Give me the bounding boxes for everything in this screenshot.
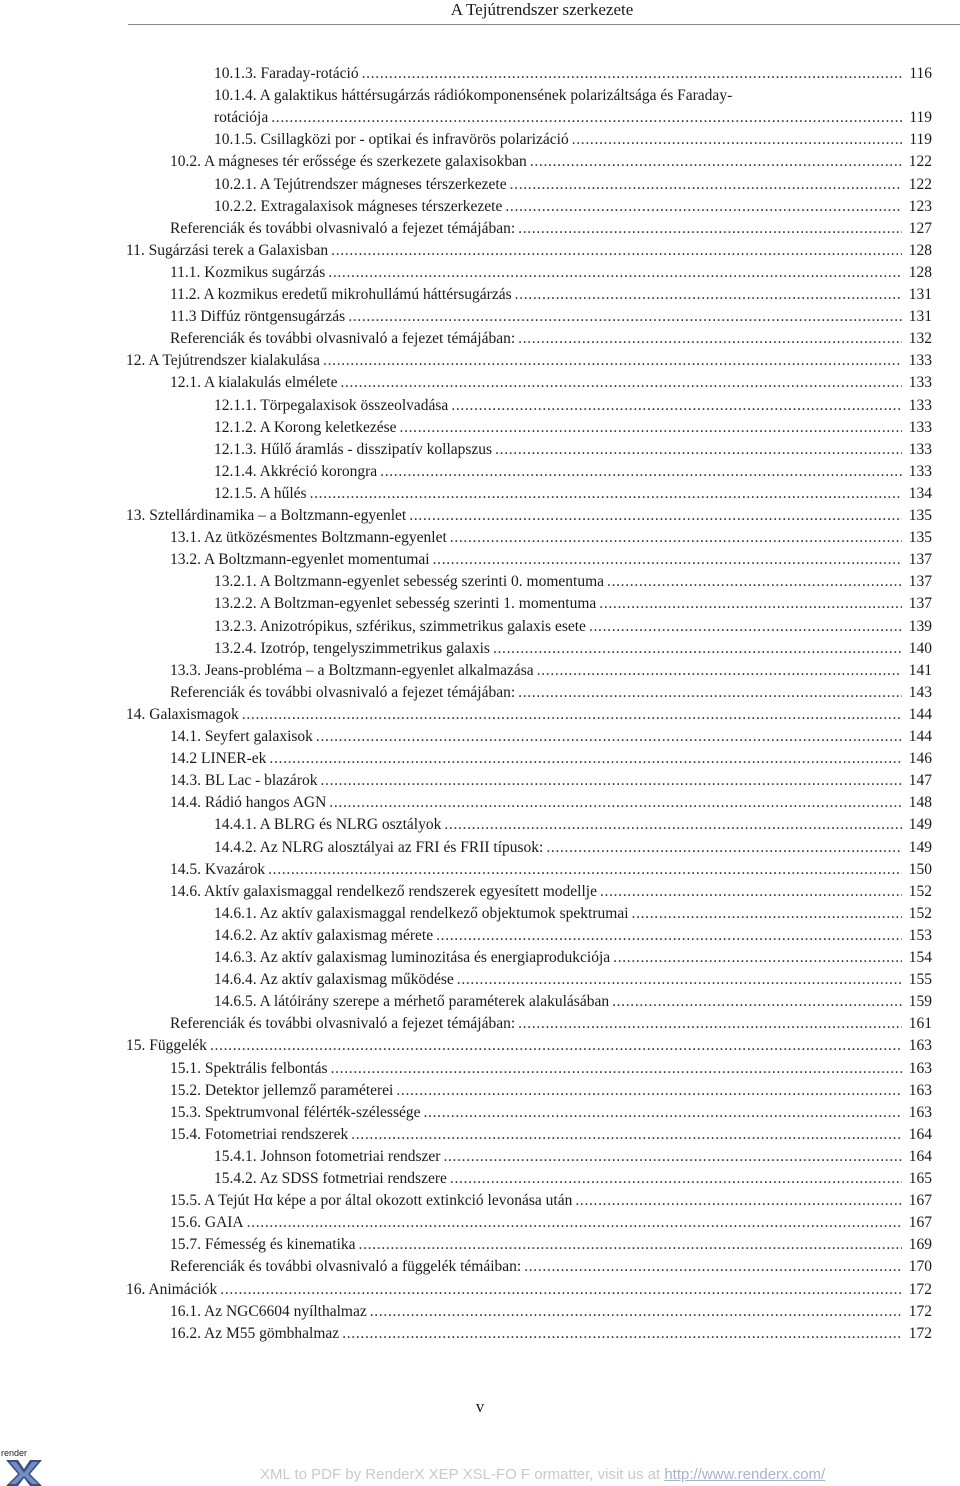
toc-dot-leader: [518, 218, 902, 240]
toc-entry-label: Referenciák és további olvasnivaló a fejezet témájában:: [170, 219, 516, 237]
toc-entry-label: Referenciák és további olvasnivaló a fejezet témájában:: [170, 683, 516, 701]
toc-dot-leader: [310, 483, 902, 505]
toc-entry-page: 141: [908, 661, 932, 679]
toc-dot-leader: [242, 704, 902, 726]
toc-dot-leader: [450, 1168, 902, 1190]
toc-dot-leader: [589, 616, 902, 638]
toc-dot-leader: [424, 1102, 903, 1124]
toc-dot-leader: [599, 593, 902, 615]
toc-entry[interactable]: [170, 218, 932, 240]
toc-entry-label: 14.5. Kvazárok: [170, 860, 266, 878]
toc-entry-label: 15.5. A Tejút Hα képe a por által okozott extinkció levonása után: [170, 1192, 573, 1210]
toc-entry-label: 14.3. BL Lac - blazárok: [170, 772, 318, 790]
toc-dot-leader: [530, 151, 902, 173]
toc-entry[interactable]: [170, 1301, 932, 1323]
renderx-logo: [0, 1436, 44, 1486]
toc-dot-leader: [612, 991, 902, 1013]
toc-dot-leader: [220, 1279, 902, 1301]
toc-dot-leader: [348, 306, 902, 328]
toc-dot-leader: [331, 240, 902, 262]
toc-entry[interactable]: [170, 770, 932, 792]
toc-entry-page: 128: [908, 263, 932, 281]
toc-entry-label: 16.2. Az M55 gömbhalmaz: [170, 1324, 340, 1342]
toc-entry[interactable]: [126, 240, 932, 262]
toc-dot-leader: [433, 549, 902, 571]
toc-entry-label: 11.2. A kozmikus eredetű mikrohullámú háttérsugárzás: [170, 286, 512, 303]
toc-entry[interactable]: [170, 1058, 932, 1080]
toc-entry-page: 134: [908, 484, 932, 502]
toc-entry-page: 154: [908, 949, 932, 966]
page-folio: v: [475, 1397, 485, 1416]
toc-entry[interactable]: [214, 461, 932, 483]
toc-entry-label: 15. Függelék: [126, 1037, 207, 1055]
toc-entry-label: 14. Galaxismagok: [126, 705, 239, 723]
toc-entry-page: 140: [908, 639, 932, 657]
toc-entry-page: 149: [908, 816, 932, 834]
toc-entry-label: 12.1.3. Hűlő áramlás - disszipatív kollapszus: [214, 440, 493, 458]
footer-link[interactable]: http://www.renderx.com/: [664, 1466, 826, 1483]
toc-entry-label: 13. Sztellárdinamika – a Boltzmann-egyenlet: [126, 507, 407, 524]
toc-entry[interactable]: [214, 174, 932, 196]
toc-dot-leader: [351, 1124, 902, 1146]
toc-entry-page: 135: [908, 529, 932, 547]
toc-entry[interactable]: [170, 1212, 932, 1234]
toc-entry-label: 15.3. Spektrumvonal félérték-szélessége: [170, 1103, 421, 1121]
toc-entry-label: 13.2.4. Izotróp, tengelyszimmetrikus galaxis: [214, 639, 490, 657]
toc-entry[interactable]: [214, 837, 932, 859]
toc-entry-page: 131: [908, 308, 932, 326]
toc-entry[interactable]: [214, 991, 932, 1013]
toc-entry-label: 14.1. Seyfert galaxisok: [170, 728, 313, 745]
toc-entry[interactable]: [214, 63, 932, 85]
toc-entry-page: 152: [908, 904, 932, 922]
toc-entry-page: 133: [908, 462, 932, 480]
toc-dot-leader: [600, 881, 902, 903]
toc-dot-leader: [518, 328, 902, 350]
toc-entry[interactable]: [126, 1279, 932, 1301]
toc-dot-leader: [362, 63, 902, 85]
toc-dot-leader: [370, 1301, 902, 1323]
toc-entry[interactable]: [214, 969, 932, 991]
toc-entry[interactable]: [214, 925, 932, 947]
toc-entry[interactable]: [214, 638, 932, 660]
toc-entry-page: 143: [908, 683, 932, 701]
toc-entry[interactable]: [170, 549, 932, 571]
toc-entry-label: 10.1.3. Faraday-rotáció: [214, 65, 359, 82]
toc-entry[interactable]: [214, 483, 932, 505]
toc-dot-leader: [268, 859, 902, 881]
toc-entry[interactable]: [170, 792, 932, 814]
toc-entry-label: 12. A Tejútrendszer kialakulása: [126, 352, 321, 370]
toc-entry-label: 13.3. Jeans-probléma – a Boltzmann-egyenlet alkalmazása: [170, 661, 534, 679]
toc-entry[interactable]: [126, 350, 932, 372]
toc-entry-label: 16. Animációk: [126, 1280, 218, 1298]
toc-entry[interactable]: [170, 1102, 932, 1124]
toc-entry[interactable]: [170, 748, 932, 770]
toc-dot-leader: [443, 1146, 902, 1168]
toc-dot-leader: [495, 439, 902, 461]
toc-entry-page: 167: [908, 1214, 932, 1232]
toc-dot-leader: [271, 107, 902, 129]
toc-dot-leader: [457, 969, 902, 991]
toc-dot-leader: [269, 748, 902, 770]
toc-entry-label: 15.4.1. Johnson fotometriai rendszer: [214, 1147, 441, 1165]
toc-entry-page: 167: [908, 1192, 932, 1210]
logo-label: render: [1, 1448, 28, 1458]
toc-entry[interactable]: [214, 947, 932, 969]
toc-entry-label: 12.1.4. Akkréció korongra: [214, 462, 378, 480]
toc-dot-leader: [450, 527, 902, 549]
toc-entry[interactable]: [214, 903, 932, 925]
toc-dot-leader: [518, 1013, 902, 1035]
toc-entry-page: 169: [908, 1236, 932, 1254]
toc-entry-page: 163: [908, 1081, 932, 1099]
toc-entry-label: 13.2.1. A Boltzmann-egyenlet sebesség szerinti 0. momentuma: [214, 573, 605, 591]
toc-entry-page: 123: [908, 197, 932, 215]
toc-entry-page: 137: [908, 551, 932, 569]
toc-entry[interactable]: [214, 129, 932, 151]
toc-entry-label: 15.4.2. Az SDSS fotmetriai rendszere: [214, 1170, 447, 1187]
toc-entry[interactable]: [214, 593, 932, 615]
toc-entry-label: 12.1. A kialakulás elmélete: [170, 374, 338, 392]
toc-entry-page: 148: [908, 794, 932, 812]
toc-entry-page: 164: [908, 1125, 932, 1143]
toc-entry-page: 119: [909, 109, 932, 127]
toc-dot-leader: [632, 903, 902, 925]
toc-dot-leader: [493, 638, 902, 660]
toc-entry-label: Referenciák és további olvasnivaló a fejezet témájában:: [170, 330, 516, 348]
toc-entry-page: 135: [908, 507, 932, 524]
toc-entry[interactable]: [170, 881, 932, 903]
toc-entry[interactable]: [126, 505, 932, 527]
toc-entry-page: 161: [908, 1015, 932, 1033]
toc-entry-label: 12.1.5. A hűlés: [214, 484, 307, 502]
toc-entry-wrap-line[interactable]: 10.1.4. A galaktikus háttérsugárzás rádiókomponensének polarizáltsága és Faraday-: [214, 87, 733, 105]
toc-entry[interactable]: [170, 859, 932, 881]
toc-entry-label: rotációja: [214, 109, 269, 127]
toc-entry-label: 13.2.3. Anizotrópikus, szférikus, szimmetrikus galaxis esete: [214, 617, 586, 635]
toc-dot-leader: [505, 196, 902, 218]
toc-entry[interactable]: [126, 1035, 932, 1057]
toc-entry[interactable]: [170, 527, 932, 549]
toc-entry[interactable]: [170, 262, 932, 284]
toc-dot-leader: [396, 1080, 902, 1102]
toc-dot-leader: [328, 262, 902, 284]
toc-entry-page: 170: [908, 1258, 932, 1276]
toc-entry-label: 11.1. Kozmikus sugárzás: [170, 263, 326, 281]
toc-dot-leader: [329, 792, 902, 814]
toc-entry-page: 172: [908, 1302, 932, 1320]
toc-dot-leader: [409, 505, 902, 527]
toc-entry-label: 11.3 Diffúz röntgensugárzás: [170, 308, 346, 326]
toc-entry-label: 11. Sugárzási terek a Galaxisban: [126, 241, 329, 259]
toc-entry-page: 131: [908, 286, 932, 303]
toc-entry[interactable]: [170, 1323, 932, 1345]
toc-dot-leader: [575, 1190, 902, 1212]
toc-entry[interactable]: [170, 1013, 932, 1035]
toc-entry-label: 14.4.2. Az NLRG alosztályai az FRI és FRII típusok:: [214, 838, 544, 856]
logo-x-highlight: [10, 1462, 38, 1484]
toc-entry-page: 137: [908, 595, 932, 613]
toc-entry-page: 153: [908, 926, 932, 944]
toc-entry-page: 139: [908, 617, 932, 635]
toc-entry[interactable]: [170, 682, 932, 704]
toc-entry[interactable]: [214, 1146, 932, 1168]
toc-entry[interactable]: [214, 1168, 932, 1190]
header-rule: [128, 24, 960, 25]
toc-entry-page: 133: [908, 440, 932, 458]
toc-dot-leader: [451, 395, 902, 417]
toc-entry-page: 127: [908, 219, 932, 237]
toc-entry-page: 116: [909, 65, 932, 82]
toc-dot-leader: [436, 925, 902, 947]
toc-dot-leader: [320, 770, 902, 792]
toc-entry-page: 146: [908, 750, 932, 768]
toc-entry-label: 14.6. Aktív galaxismaggal rendelkező rendszerek egyesített modellje: [170, 882, 597, 900]
toc-entry-page: 152: [908, 882, 932, 900]
toc-entry-label: 14.6.5. A látóirány szerepe a mérhető paraméterek alakulásában: [214, 993, 610, 1011]
toc-entry-page: 172: [908, 1324, 932, 1342]
toc-entry-label: 13.2. A Boltzmann-egyenlet momentumai: [170, 551, 430, 569]
toc-entry[interactable]: [214, 196, 932, 218]
toc-entry-page: 128: [908, 241, 932, 259]
toc-entry-label: 10.1.5. Csillagközi por - optikai és infravörös polarizáció: [214, 131, 569, 149]
toc-entry[interactable]: [170, 1190, 932, 1212]
toc-dot-leader: [607, 571, 902, 593]
toc-entry-label: 15.4. Fotometriai rendszerek: [170, 1125, 349, 1143]
toc-entry-label: 15.2. Detektor jellemző paraméterei: [170, 1081, 394, 1099]
toc-dot-leader: [210, 1035, 902, 1057]
toc-entry-label: Referenciák és további olvasnivaló a fejezet témájában:: [170, 1015, 516, 1033]
toc-dot-leader: [400, 417, 902, 439]
running-header-title: A Tejútrendszer szerkezete: [450, 0, 634, 19]
toc-entry[interactable]: [170, 151, 932, 173]
toc-entry[interactable]: [170, 372, 932, 394]
toc-dot-leader: [359, 1234, 902, 1256]
toc-entry[interactable]: [170, 1234, 932, 1256]
toc-entry-page: 132: [908, 330, 932, 348]
toc-entry-page: 119: [909, 131, 932, 149]
toc-dot-leader: [546, 837, 902, 859]
toc-entry-label: 10.2.1. A Tejútrendszer mágneses térszerkezete: [214, 175, 507, 193]
toc-entry-page: 163: [908, 1037, 932, 1055]
toc-dot-leader: [515, 284, 902, 306]
toc-entry-page: 133: [908, 418, 932, 436]
toc-entry[interactable]: [170, 284, 932, 306]
toc-entry-label: 14.6.3. Az aktív galaxismag luminozitása és energiaprodukciója: [214, 949, 611, 966]
toc-dot-leader: [380, 461, 902, 483]
toc-entry-page: 122: [908, 153, 932, 171]
toc-dot-leader: [342, 1323, 902, 1345]
toc-entry-page: 165: [908, 1170, 932, 1187]
toc-entry-label: 15.6. GAIA: [170, 1214, 244, 1232]
toc-entry-label: 15.1. Spektrális felbontás: [170, 1059, 328, 1077]
toc-entry[interactable]: [170, 1256, 932, 1278]
toc-entry[interactable]: [214, 417, 932, 439]
toc-entry-page: 149: [908, 838, 932, 856]
toc-dot-leader: [323, 350, 902, 372]
toc-entry-page: 163: [908, 1059, 932, 1077]
toc-entry-page: 144: [908, 705, 932, 723]
toc-entry-page: 147: [908, 772, 932, 790]
generator-footer: [260, 1466, 825, 1483]
toc-entry-label: 10.2. A mágneses tér erőssége és szerkezete galaxisokban: [170, 153, 527, 171]
toc-dot-leader: [572, 129, 902, 151]
toc-dot-leader: [613, 947, 902, 969]
toc-dot-leader: [331, 1058, 902, 1080]
running-header: [0, 0, 960, 33]
toc-entry-label: 13.1. Az ütközésmentes Boltzmann-egyenlet: [170, 529, 447, 547]
toc-entry-label: 12.1.1. Törpegalaxisok összeolvadása: [214, 396, 449, 414]
toc-entry-label: 14.6.1. Az aktív galaxismaggal rendelkező objektumok spektrumai: [214, 904, 629, 922]
toc-entry[interactable]: [170, 726, 932, 748]
toc-entry[interactable]: [214, 439, 932, 461]
toc-dot-leader: [510, 174, 902, 196]
toc-entry[interactable]: [214, 107, 932, 129]
toc-entry-page: 150: [908, 860, 932, 878]
toc-entry-page: 144: [908, 728, 932, 745]
toc-entry-page: 155: [908, 971, 932, 989]
footer-text: XML to PDF by RenderX XEP XSL-FO F ormatter, visit us at: [260, 1466, 665, 1483]
toc-entry-label: 13.2.2. A Boltzman-egyenlet sebesség szerinti 1. momentuma: [214, 595, 597, 613]
toc-entry-page: 172: [908, 1280, 932, 1298]
toc-dot-leader: [316, 726, 902, 748]
toc-dot-leader: [444, 814, 902, 836]
toc-entry-label: Referenciák és további olvasnivaló a függelék témáiban:: [170, 1258, 522, 1276]
toc-entry[interactable]: [214, 395, 932, 417]
toc-entry[interactable]: [214, 814, 932, 836]
toc-entry-label: 12.1.2. A Korong keletkezése: [214, 418, 397, 436]
toc-dot-leader: [340, 372, 902, 394]
toc-entry-page: 133: [908, 352, 932, 370]
toc-entry[interactable]: [214, 571, 932, 593]
toc-entry[interactable]: [126, 704, 932, 726]
toc-entry[interactable]: [170, 1124, 932, 1146]
toc-entry-label: 16.1. Az NGC6604 nyílthalmaz: [170, 1302, 367, 1320]
toc-entry-page: 159: [908, 993, 932, 1011]
toc-entry[interactable]: [170, 328, 932, 350]
toc-entry-label: 14.4. Rádió hangos AGN: [170, 794, 327, 812]
toc-entry-page: 122: [908, 175, 932, 193]
toc-entry-page: 133: [908, 374, 932, 392]
toc-entry[interactable]: [214, 616, 932, 638]
toc-entry-page: 163: [908, 1103, 932, 1121]
toc-dot-leader: [524, 1256, 902, 1278]
toc-entry-label: 10.2.2. Extragalaxisok mágneses térszerkezete: [214, 197, 503, 215]
toc-dot-leader: [247, 1212, 902, 1234]
toc-entry[interactable]: [170, 660, 932, 682]
toc-entry[interactable]: [170, 306, 932, 328]
toc-entry-label: 14.6.4. Az aktív galaxismag működése: [214, 971, 454, 989]
toc-dot-leader: [518, 682, 902, 704]
toc-entry-label: 14.4.1. A BLRG és NLRG osztályok: [214, 816, 442, 834]
toc-entry-page: 164: [908, 1147, 932, 1165]
toc-entry-label: 14.6.2. Az aktív galaxismag mérete: [214, 926, 434, 944]
toc-entry-label: 15.7. Fémesség és kinematika: [170, 1236, 356, 1254]
toc-entry-page: 137: [908, 573, 932, 591]
toc-entry-page: 133: [908, 396, 932, 414]
toc-entry[interactable]: [170, 1080, 932, 1102]
toc-dot-leader: [537, 660, 902, 682]
toc-entry-label: 14.2 LINER-ek: [170, 750, 267, 768]
